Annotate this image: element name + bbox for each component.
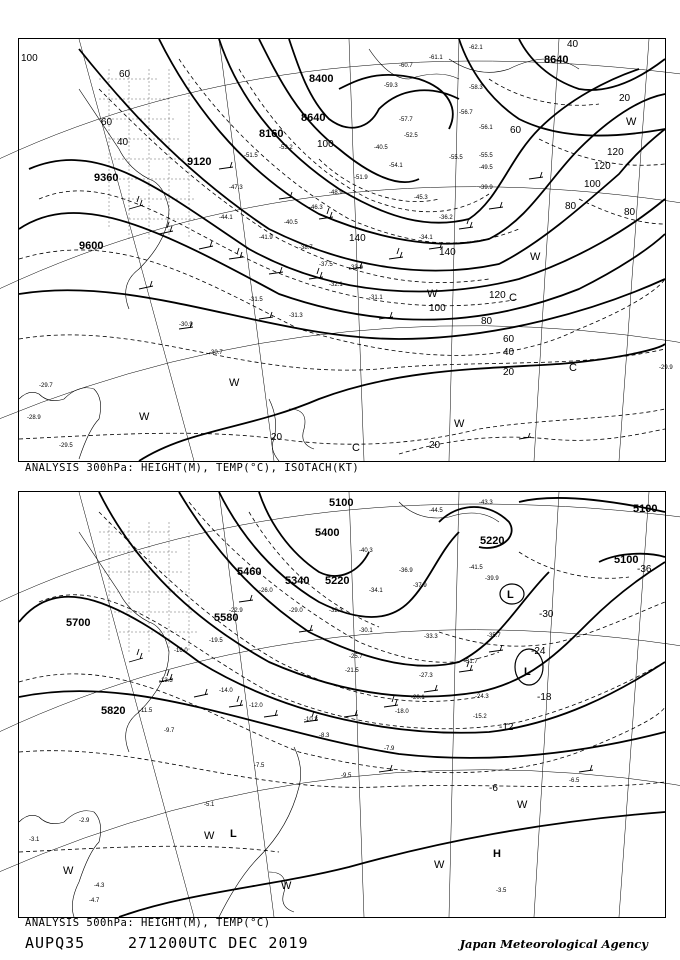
temp-label: -33.3 <box>424 634 438 640</box>
height-label: 8640 <box>544 54 569 66</box>
temp-label: -24.3 <box>475 694 489 700</box>
chart-300hpa-panel <box>18 38 673 462</box>
isotach-labels-300 <box>21 39 636 451</box>
temp-label: -60.7 <box>399 63 413 69</box>
warm-marker: W <box>530 251 541 263</box>
temp-label: -36 <box>637 564 652 575</box>
temp-label: -47.3 <box>229 185 243 191</box>
isotach-label: 60 <box>503 334 515 345</box>
coastline-500 <box>19 502 499 917</box>
cold-marker: C <box>569 362 577 374</box>
temp-label: -32.1 <box>329 282 343 288</box>
temp-label: -29.7 <box>39 383 53 389</box>
height-label: 5580 <box>214 612 239 624</box>
cold-marker: C <box>352 442 360 454</box>
high-marker: H <box>493 848 501 860</box>
temp-label: -32.3 <box>329 608 343 614</box>
warm-marker: W <box>204 830 215 842</box>
temp-label: -30.9 <box>179 322 193 328</box>
temp-label: -44.1 <box>219 215 233 221</box>
temp-label: -18 <box>537 692 552 703</box>
warm-marker: W <box>139 411 150 423</box>
temp-label: -41.9 <box>259 235 273 241</box>
temp-label: -12 <box>499 722 514 733</box>
height-label: 5820 <box>101 705 126 717</box>
temp-label: -3.1 <box>29 837 40 843</box>
temp-label: -51.5 <box>244 153 258 159</box>
temp-label: -29.5 <box>59 443 73 449</box>
height-label: 8160 <box>259 128 284 140</box>
warm-marker: W <box>517 799 528 811</box>
warm-marker: W <box>626 116 637 128</box>
temp-label: -53.2 <box>279 145 293 151</box>
temp-label: -10.3 <box>304 717 318 723</box>
temp-label: -4.7 <box>89 898 100 904</box>
temp-label: -35.7 <box>487 633 501 639</box>
temp-label: -44.5 <box>429 508 443 514</box>
temp-label: -27.3 <box>419 673 433 679</box>
temp-label: -14.0 <box>219 688 233 694</box>
temp-label: -36.9 <box>399 568 413 574</box>
temp-label: -24 <box>531 646 546 657</box>
low-marker: L <box>507 589 514 601</box>
temp-label: -7.5 <box>254 763 265 769</box>
temp-label: -6 <box>489 783 498 794</box>
temp-label: -22.9 <box>229 608 243 614</box>
isotach-label: 140 <box>439 247 456 258</box>
temp-label: -40.3 <box>359 548 373 554</box>
temp-label: -9.7 <box>164 728 175 734</box>
temp-label: -25.7 <box>349 654 363 660</box>
height-label: 9360 <box>94 172 119 184</box>
temp-label: -38.7 <box>299 245 313 251</box>
hatch-300 <box>99 69 197 239</box>
isotach-label: 60 <box>119 69 131 80</box>
isotach-label: 120 <box>594 161 611 172</box>
isotach-label: 100 <box>429 303 446 314</box>
temp-label: -36.2 <box>439 215 453 221</box>
temp-label: -57.7 <box>399 117 413 123</box>
isotach-label: 100 <box>317 139 334 150</box>
isotach-label: 80 <box>624 207 636 218</box>
temp-contours-500 <box>19 502 665 852</box>
temp-label: -46.3 <box>309 205 323 211</box>
temp-label: -56.1 <box>479 125 493 131</box>
temp-label: -39.9 <box>485 576 499 582</box>
warm-marker: W <box>454 418 465 430</box>
temp-label: -41.5 <box>469 565 483 571</box>
height-label: 9120 <box>187 156 212 168</box>
temp-label: -61.1 <box>429 55 443 61</box>
temp-label: -33.2 <box>349 265 363 271</box>
isotach-label: 120 <box>607 147 624 158</box>
temp-label: -11.5 <box>139 708 153 714</box>
height-label: 5220 <box>480 535 505 547</box>
temp-label: -62.1 <box>469 45 483 51</box>
caption-500hpa: ANALYSIS 500hPa: HEIGHT(M), TEMP(°C) <box>25 917 271 929</box>
valid-time: 271200UTC DEC 2019 <box>128 934 309 952</box>
warm-marker: W <box>281 880 292 892</box>
height-label: 5340 <box>285 575 310 587</box>
chart-300hpa-map <box>19 39 673 461</box>
wind-barbs-300 <box>129 162 543 439</box>
coastline-300 <box>19 49 579 461</box>
isotach-label: 20 <box>619 93 631 104</box>
warm-marker: W <box>229 377 240 389</box>
isotach-label: 40 <box>117 137 129 148</box>
temp-label: -39.9 <box>479 185 493 191</box>
height-contours-300 <box>19 39 665 461</box>
height-label: 5100 <box>614 554 639 566</box>
chart-500hpa-panel <box>18 491 666 918</box>
temp-label: -37.5 <box>319 262 333 268</box>
cold-marker: C <box>509 292 517 304</box>
isotach-label: 80 <box>565 201 577 212</box>
temp-label: -5.1 <box>204 802 215 808</box>
temp-label: -31.3 <box>289 313 303 319</box>
chart-code: AUPQ35 <box>25 934 86 952</box>
low-marker: L <box>524 666 531 678</box>
height-label: 9600 <box>79 240 104 252</box>
temp-label: -30.7 <box>209 350 223 356</box>
temp-label: -7.9 <box>384 746 395 752</box>
height-label: 8640 <box>301 112 326 124</box>
agency-name: Japan Meteorological Agency <box>459 937 648 951</box>
temp-label: -19.5 <box>209 638 223 644</box>
temp-label: -9.5 <box>341 773 352 779</box>
temp-label: -49.5 <box>479 165 493 171</box>
isotach-label: 40 <box>567 39 579 50</box>
temp-label: -55.5 <box>479 153 493 159</box>
temp-label: -31.1 <box>369 295 383 301</box>
temp-label: -30 <box>539 609 554 620</box>
warm-marker: W <box>434 859 445 871</box>
temp-label: -3.5 <box>496 888 507 894</box>
hatch-500 <box>99 522 199 652</box>
temp-label: -55.5 <box>449 155 463 161</box>
temp-label: -54.1 <box>389 163 403 169</box>
temp-label: -52.5 <box>404 133 418 139</box>
temp-label: -59.3 <box>384 83 398 89</box>
temp-label: -31.5 <box>249 297 263 303</box>
isotach-label: 80 <box>481 316 493 327</box>
temp-label: -56.7 <box>459 110 473 116</box>
caption-300hpa: ANALYSIS 300hPa: HEIGHT(M), TEMP(°C), ISOTACH(KT) <box>25 462 360 474</box>
low-marker: L <box>230 828 237 840</box>
isotach-label: 60 <box>101 117 113 128</box>
temp-label: -20.1 <box>411 695 425 701</box>
height-label: 5460 <box>237 566 262 578</box>
temp-label: -34.1 <box>419 235 433 241</box>
isotach-label: 40 <box>503 347 515 358</box>
temp-label: -16.0 <box>174 648 188 654</box>
temp-label: -40.5 <box>284 220 298 226</box>
isotach-label: 100 <box>584 179 601 190</box>
height-labels-500 <box>66 497 657 717</box>
temp-label: -30.1 <box>359 628 373 634</box>
temp-label: -18.0 <box>395 709 409 715</box>
temp-label: -43.3 <box>479 500 493 506</box>
height-label: 5400 <box>315 527 340 539</box>
height-label: 5100 <box>633 503 658 515</box>
height-label: 5220 <box>325 575 350 587</box>
isotach-label: 20 <box>503 367 515 378</box>
temp-label: -51.9 <box>354 175 368 181</box>
temp-label: -13.3 <box>159 678 173 684</box>
temp-label: -40.5 <box>374 145 388 151</box>
temp-label: -12.0 <box>249 703 263 709</box>
temp-label: -6.5 <box>569 778 580 784</box>
temp-label: -2.9 <box>79 818 90 824</box>
height-label: 5100 <box>329 497 354 509</box>
height-label: 8400 <box>309 73 334 85</box>
temp-label: -34.1 <box>369 588 383 594</box>
temp-label: -21.5 <box>345 668 359 674</box>
isotach-label: 140 <box>349 233 366 244</box>
temp-label: -29.0 <box>289 608 303 614</box>
temp-label: -8.3 <box>319 733 330 739</box>
temp-label: -15.2 <box>473 714 487 720</box>
temp-label: -48.9 <box>329 190 343 196</box>
isotach-label: 20 <box>429 440 441 451</box>
height-labels-300 <box>79 54 568 252</box>
isotach-label: 120 <box>489 290 506 301</box>
temp-label: -29.9 <box>659 365 673 371</box>
isotach-label: 20 <box>271 432 283 443</box>
temp-labels-500 <box>29 500 652 904</box>
temp-label: -26.0 <box>259 588 273 594</box>
height-label: 5700 <box>66 617 91 629</box>
temp-label: -4.3 <box>94 883 105 889</box>
isotach-label: 60 <box>510 125 522 136</box>
warm-marker: W <box>63 865 74 877</box>
temp-label: -37.9 <box>413 583 427 589</box>
warm-marker: W <box>427 288 438 300</box>
temp-label: -28.9 <box>27 415 41 421</box>
temp-label: -45.3 <box>414 195 428 201</box>
chart-500hpa-map <box>19 492 665 917</box>
temp-label: -31.7 <box>464 659 478 665</box>
isotach-label: 100 <box>21 53 38 64</box>
temp-label: -58.3 <box>469 85 483 91</box>
